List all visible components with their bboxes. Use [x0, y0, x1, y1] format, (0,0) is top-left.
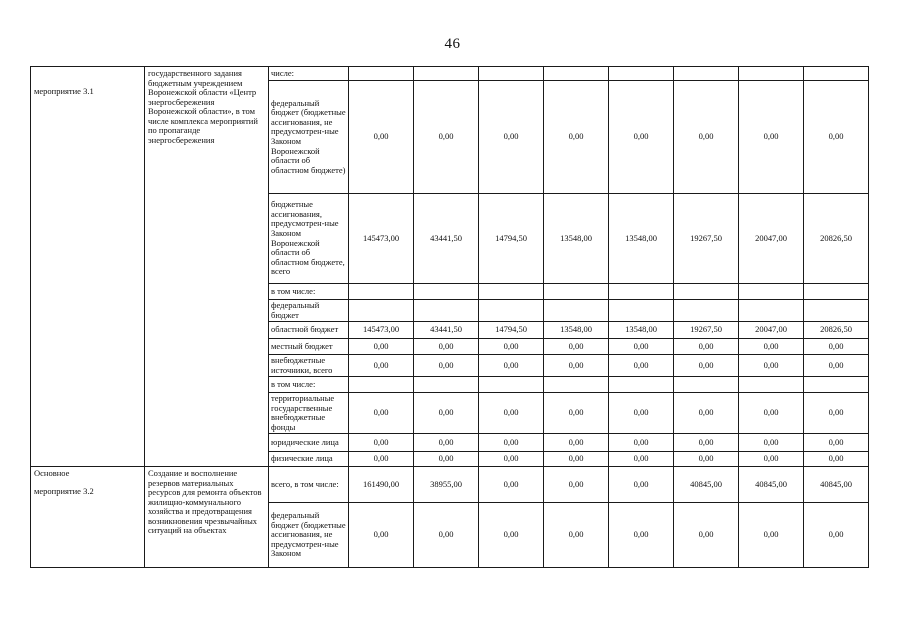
value-cell: 0,00: [544, 393, 609, 434]
value-cell: 0,00: [414, 81, 479, 194]
table-row: [31, 467, 869, 503]
value-cell: [609, 284, 674, 300]
value-cell: [804, 284, 869, 300]
funding-source-cell: в том числе:: [269, 377, 349, 393]
value-cell: 0,00: [414, 452, 479, 467]
value-cell: 0,00: [739, 355, 804, 377]
value-cell: 20826,50: [804, 322, 869, 339]
value-cell: 0,00: [674, 503, 739, 568]
value-cell: 43441,50: [414, 322, 479, 339]
value-cell: 20047,00: [739, 322, 804, 339]
value-cell: 0,00: [349, 434, 414, 452]
funding-source-cell: федеральный бюджет (бюджетные ассигнования, не предусмотрен-ные Законом: [269, 503, 349, 568]
value-cell: 0,00: [804, 339, 869, 355]
value-cell: [804, 300, 869, 322]
value-cell: 0,00: [349, 393, 414, 434]
funding-source-cell: всего, в том числе:: [269, 467, 349, 503]
value-cell: 0,00: [739, 393, 804, 434]
value-cell: 0,00: [349, 452, 414, 467]
value-cell: [674, 300, 739, 322]
funding-source-cell: юридические лица: [269, 434, 349, 452]
value-cell: [674, 284, 739, 300]
value-cell: 145473,00: [349, 194, 414, 284]
value-cell: 0,00: [544, 81, 609, 194]
value-cell: [479, 377, 544, 393]
value-cell: 0,00: [739, 339, 804, 355]
value-cell: 0,00: [609, 452, 674, 467]
value-cell: [349, 300, 414, 322]
value-cell: 0,00: [479, 452, 544, 467]
value-cell: 0,00: [349, 355, 414, 377]
funding-source-cell: федеральный бюджет: [269, 300, 349, 322]
value-cell: [544, 377, 609, 393]
value-cell: 161490,00: [349, 467, 414, 503]
value-cell: 0,00: [349, 503, 414, 568]
value-cell: 0,00: [544, 503, 609, 568]
value-cell: 0,00: [609, 81, 674, 194]
value-cell: [349, 67, 414, 81]
value-cell: 0,00: [804, 81, 869, 194]
value-cell: 0,00: [609, 393, 674, 434]
value-cell: 14794,50: [479, 194, 544, 284]
funding-source-cell: в том числе:: [269, 284, 349, 300]
funding-source-cell: областной бюджет: [269, 322, 349, 339]
value-cell: 0,00: [674, 81, 739, 194]
value-cell: [739, 377, 804, 393]
budget-table: [30, 66, 869, 568]
value-cell: 13548,00: [609, 194, 674, 284]
value-cell: [609, 67, 674, 81]
value-cell: 0,00: [544, 339, 609, 355]
value-cell: 0,00: [544, 434, 609, 452]
value-cell: [544, 284, 609, 300]
value-cell: 0,00: [479, 434, 544, 452]
value-cell: 38955,00: [414, 467, 479, 503]
event-label: мероприятие 3.1: [34, 86, 94, 96]
value-cell: 19267,50: [674, 322, 739, 339]
value-cell: 0,00: [609, 467, 674, 503]
funding-source-cell: бюджетные ассигнования, предусмотрен-ные Законом Воронежской области об областном бюджете, всего: [269, 194, 349, 284]
value-cell: 0,00: [414, 393, 479, 434]
value-cell: 0,00: [674, 452, 739, 467]
value-cell: 0,00: [414, 434, 479, 452]
value-cell: [349, 284, 414, 300]
value-cell: 0,00: [804, 452, 869, 467]
value-cell: 0,00: [479, 503, 544, 568]
funding-source-cell: физические лица: [269, 452, 349, 467]
value-cell: 40845,00: [804, 467, 869, 503]
value-cell: 0,00: [674, 393, 739, 434]
value-cell: 13548,00: [609, 322, 674, 339]
value-cell: 145473,00: [349, 322, 414, 339]
value-cell: 0,00: [804, 434, 869, 452]
value-cell: 0,00: [414, 355, 479, 377]
value-cell: 43441,50: [414, 194, 479, 284]
value-cell: [479, 300, 544, 322]
value-cell: [479, 67, 544, 81]
value-cell: [609, 300, 674, 322]
value-cell: 0,00: [349, 81, 414, 194]
value-cell: [479, 284, 544, 300]
value-cell: 0,00: [674, 355, 739, 377]
value-cell: 0,00: [804, 503, 869, 568]
value-cell: [414, 67, 479, 81]
value-cell: 0,00: [609, 355, 674, 377]
event-label-line1: Основное: [34, 468, 70, 479]
funding-source-cell: внебюджетные источники, всего: [269, 355, 349, 377]
value-cell: 0,00: [674, 434, 739, 452]
value-cell: [739, 300, 804, 322]
value-cell: 0,00: [804, 355, 869, 377]
value-cell: 0,00: [609, 503, 674, 568]
value-cell: 13548,00: [544, 194, 609, 284]
value-cell: 0,00: [479, 355, 544, 377]
value-cell: [414, 300, 479, 322]
value-cell: 0,00: [739, 503, 804, 568]
value-cell: 0,00: [544, 452, 609, 467]
value-cell: [414, 377, 479, 393]
event-label-line2: мероприятие 3.2: [34, 485, 94, 496]
value-cell: [609, 377, 674, 393]
value-cell: [674, 377, 739, 393]
value-cell: 19267,50: [674, 194, 739, 284]
value-cell: [804, 377, 869, 393]
funding-source-cell: территориальные государственные внебюджетные фонды: [269, 393, 349, 434]
table-row: [31, 67, 869, 81]
value-cell: [804, 67, 869, 81]
value-cell: 0,00: [674, 339, 739, 355]
page-number: 46: [444, 36, 461, 52]
event-description: Создание и восполнение резервов материальных ресурсов для ремонта объектов жилищно-коммунального хозяйства и предотвращения возникновения чрезвычайных ситуаций на объектах: [145, 467, 269, 568]
value-cell: 0,00: [349, 339, 414, 355]
value-cell: 40845,00: [739, 467, 804, 503]
value-cell: [739, 67, 804, 81]
value-cell: 14794,50: [479, 322, 544, 339]
value-cell: 20826,50: [804, 194, 869, 284]
value-cell: 0,00: [739, 434, 804, 452]
funding-source-cell: федеральный бюджет (бюджетные ассигнования, не предусмотрен-ные Законом Воронежской области об областном бюджете): [269, 81, 349, 194]
value-cell: 0,00: [804, 393, 869, 434]
value-cell: [349, 377, 414, 393]
value-cell: 0,00: [414, 339, 479, 355]
value-cell: [674, 67, 739, 81]
event-label-cell: [31, 67, 145, 467]
value-cell: 0,00: [479, 393, 544, 434]
funding-source-cell: местный бюджет: [269, 339, 349, 355]
value-cell: 40845,00: [674, 467, 739, 503]
funding-source-cell: числе:: [269, 67, 349, 81]
value-cell: 0,00: [739, 452, 804, 467]
value-cell: [414, 284, 479, 300]
value-cell: 0,00: [414, 503, 479, 568]
value-cell: 0,00: [479, 467, 544, 503]
value-cell: 13548,00: [544, 322, 609, 339]
value-cell: [544, 67, 609, 81]
value-cell: 20047,00: [739, 194, 804, 284]
value-cell: 0,00: [479, 339, 544, 355]
value-cell: 0,00: [544, 355, 609, 377]
value-cell: 0,00: [609, 339, 674, 355]
value-cell: 0,00: [739, 81, 804, 194]
event-label-cell: [31, 467, 145, 568]
value-cell: 0,00: [609, 434, 674, 452]
value-cell: 0,00: [479, 81, 544, 194]
value-cell: [544, 300, 609, 322]
value-cell: [739, 284, 804, 300]
event-description: государственного задания бюджетным учреждением Воронежской области «Центр энергосбережения Воронежской области», в том числе комплекса мероприятий по пропаганде энергосбережения: [145, 67, 269, 467]
value-cell: 0,00: [544, 467, 609, 503]
